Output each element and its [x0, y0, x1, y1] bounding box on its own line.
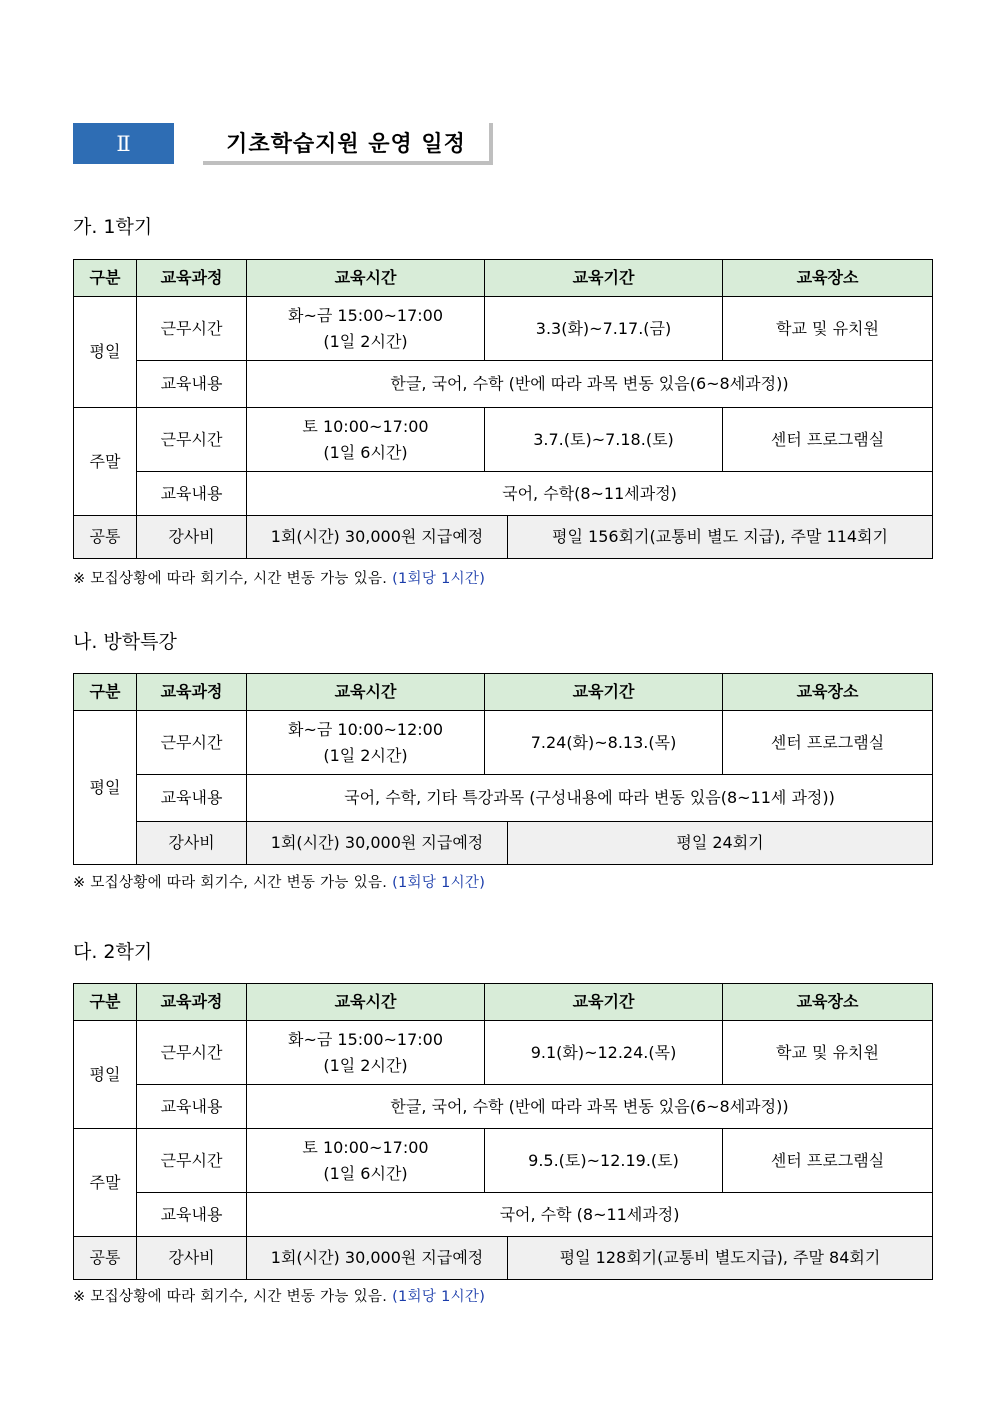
header-course: 교육과정 — [137, 674, 247, 711]
row-label-common: 공통 — [74, 1237, 137, 1280]
section-title-vacation: 나. 방학특강 — [73, 631, 177, 653]
work-label: 근무시간 — [137, 1129, 247, 1193]
period-cell: 9.5.(토)~12.19.(토) — [485, 1129, 723, 1193]
sessions-cell: 평일 156회기(교통비 별도 지급), 주말 114회기 — [508, 516, 933, 559]
time-line2: (1일 2시간) — [323, 745, 408, 765]
header-place: 교육장소 — [723, 260, 933, 297]
row-label-common: 공통 — [74, 516, 137, 559]
content-label: 교육내용 — [137, 1193, 247, 1237]
heading-number: Ⅱ — [73, 123, 174, 164]
header-time: 교육시간 — [247, 984, 485, 1021]
content-cell: 한글, 국어, 수학 (반에 따라 과목 변동 있음(6~8세과정)) — [247, 361, 933, 408]
content-cell: 한글, 국어, 수학 (반에 따라 과목 변동 있음(6~8세과정)) — [247, 1085, 933, 1129]
header-time: 교육시간 — [247, 674, 485, 711]
work-label: 근무시간 — [137, 297, 247, 361]
time-cell — [247, 711, 485, 775]
section-title-semester1: 가. 1학기 — [73, 216, 153, 238]
time-line1: 화~금 15:00~17:00 — [287, 305, 444, 325]
note-unit: (1회당 1시간) — [392, 875, 486, 891]
place-cell: 센터 프로그램실 — [723, 711, 933, 775]
period-cell: 9.1(화)~12.24.(목) — [485, 1021, 723, 1085]
period-cell: 3.7.(토)~7.18.(토) — [485, 408, 723, 472]
header-period: 교육기간 — [485, 674, 723, 711]
row-label-weekday: 평일 — [74, 711, 137, 865]
header-category: 구분 — [74, 984, 137, 1021]
content-cell: 국어, 수학(8~11세과정) — [247, 472, 933, 516]
time-line1: 토 10:00~17:00 — [302, 1137, 429, 1157]
work-label: 근무시간 — [137, 711, 247, 775]
note-semester2 — [73, 1285, 485, 1306]
row-label-weekend: 주말 — [74, 408, 137, 516]
section-title-semester2: 다. 2학기 — [73, 941, 153, 963]
header-category: 구분 — [74, 674, 137, 711]
note-text: ※ 모집상황에 따라 회기수, 시간 변동 가능 있음. — [73, 875, 388, 891]
note-text: ※ 모집상황에 따라 회기수, 시간 변동 가능 있음. — [73, 1289, 388, 1305]
work-label: 근무시간 — [137, 408, 247, 472]
row-label-weekend: 주말 — [74, 1129, 137, 1237]
sessions-cell: 평일 128회기(교통비 별도지급), 주말 84회기 — [508, 1237, 933, 1280]
header-place: 교육장소 — [723, 984, 933, 1021]
period-cell: 3.3(화)~7.17.(금) — [485, 297, 723, 361]
header-place: 교육장소 — [723, 674, 933, 711]
place-cell: 센터 프로그램실 — [723, 408, 933, 472]
place-cell: 센터 프로그램실 — [723, 1129, 933, 1193]
content-label: 교육내용 — [137, 775, 247, 822]
time-cell — [247, 1021, 485, 1085]
header-category: 구분 — [74, 260, 137, 297]
fee-cell: 1회(시간) 30,000원 지급예정 — [247, 1237, 508, 1280]
time-line1: 화~금 10:00~12:00 — [287, 719, 444, 739]
header-period: 교육기간 — [485, 260, 723, 297]
header-period: 교육기간 — [485, 984, 723, 1021]
heading-title: 기초학습지원 운영 일정 — [203, 123, 493, 165]
time-line2: (1일 2시간) — [323, 331, 408, 351]
period-cell: 7.24(화)~8.13.(목) — [485, 711, 723, 775]
fee-cell: 1회(시간) 30,000원 지급예정 — [247, 516, 508, 559]
fee-label: 강사비 — [137, 516, 247, 559]
time-cell — [247, 408, 485, 472]
time-cell — [247, 297, 485, 361]
note-unit: (1회당 1시간) — [392, 1289, 486, 1305]
row-label-weekday: 평일 — [74, 297, 137, 408]
content-cell: 국어, 수학, 기타 특강과목 (구성내용에 따라 변동 있음(8~11세 과정)) — [247, 775, 933, 822]
sessions-cell: 평일 24회기 — [508, 822, 933, 865]
header-course: 교육과정 — [137, 260, 247, 297]
place-cell: 학교 및 유치원 — [723, 1021, 933, 1085]
schedule-table-vacation — [73, 673, 933, 865]
content-label: 교육내용 — [137, 472, 247, 516]
time-cell — [247, 1129, 485, 1193]
fee-label: 강사비 — [137, 822, 247, 865]
fee-label: 강사비 — [137, 1237, 247, 1280]
time-line2: (1일 6시간) — [323, 442, 408, 462]
place-cell: 학교 및 유치원 — [723, 297, 933, 361]
row-label-weekday: 평일 — [74, 1021, 137, 1129]
note-vacation — [73, 871, 485, 892]
content-cell: 국어, 수학 (8~11세과정) — [247, 1193, 933, 1237]
fee-cell: 1회(시간) 30,000원 지급예정 — [247, 822, 508, 865]
time-line1: 화~금 15:00~17:00 — [287, 1029, 444, 1049]
work-label: 근무시간 — [137, 1021, 247, 1085]
note-semester1 — [73, 567, 485, 588]
content-label: 교육내용 — [137, 361, 247, 408]
time-line2: (1일 6시간) — [323, 1163, 408, 1183]
content-label: 교육내용 — [137, 1085, 247, 1129]
note-unit: (1회당 1시간) — [392, 571, 486, 587]
time-line1: 토 10:00~17:00 — [302, 416, 429, 436]
time-line2: (1일 2시간) — [323, 1055, 408, 1075]
header-time: 교육시간 — [247, 260, 485, 297]
section-heading — [73, 123, 497, 167]
schedule-table-semester2 — [73, 983, 933, 1280]
note-text: ※ 모집상황에 따라 회기수, 시간 변동 가능 있음. — [73, 571, 388, 587]
schedule-table-semester1 — [73, 259, 933, 559]
header-course: 교육과정 — [137, 984, 247, 1021]
